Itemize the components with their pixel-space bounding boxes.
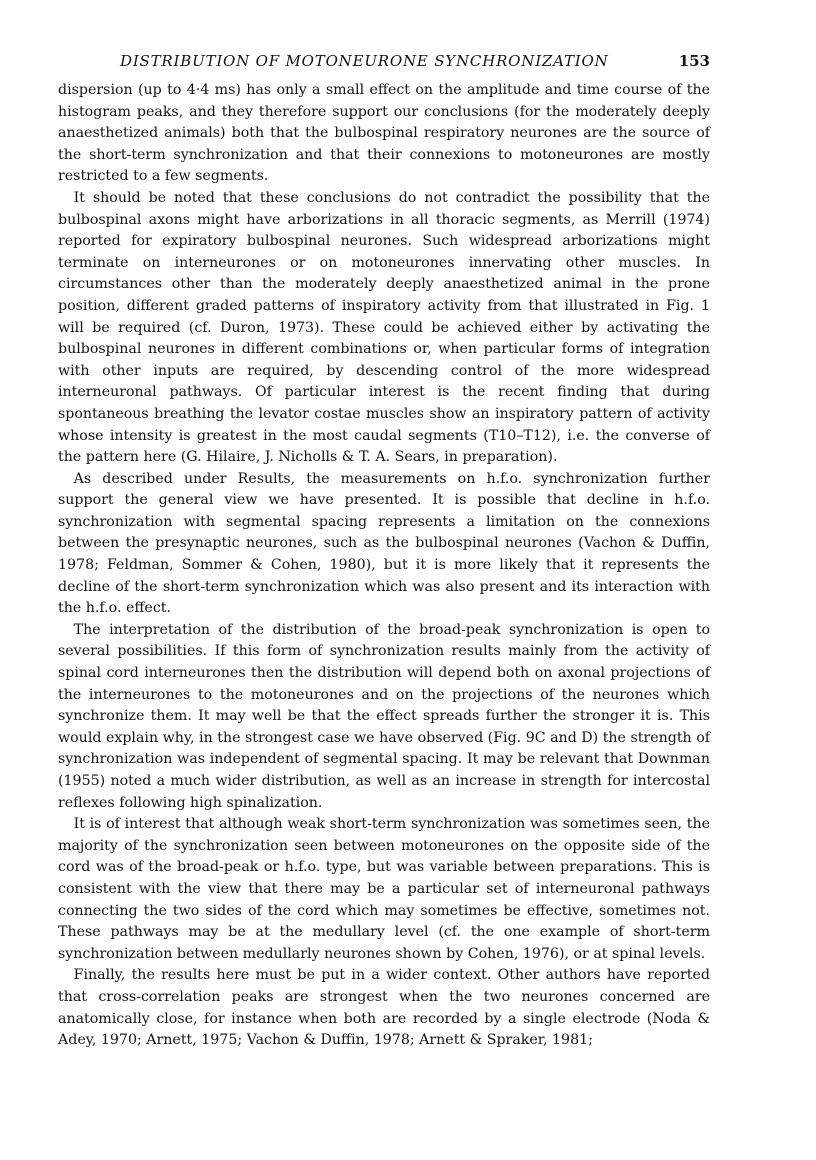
page-number: 153 bbox=[678, 52, 710, 70]
paragraph-conclusions-caveat: It should be noted that these conclusions do not contradict the possibility that the bulbospinal axons might have arborizations in all thoracic segments, as Merrill (1974) reported for expiratory bulbospinal neurones. Such widespread arborizations might terminate on interneurones or on motoneurones innervating other muscles. In circumstances other than the moderately deeply anaesthetized animal in the prone position, different graded patterns of inspiratory activity from that illustrated in Fig. 1 will be required (cf. Duron, 1973). These could be achieved either by activating the bulbospinal neurones in different combinations or, when particular forms of integration with other inputs are required, by descending control of the more widespread interneuronal pathways. Of particular interest is the recent finding that during spontaneous breathing the levator costae muscles show an inspiratory pattern of activity whose intensity is greatest in the most caudal segments (T10–T12), i.e. the converse of the pattern here (G. Hilaire, J. Nicholls & T. A. Sears, in preparation). bbox=[58, 189, 710, 466]
paragraph-continued: dispersion (up to 4·4 ms) has only a small effect on the amplitude and time course of the histogram peaks, and they therefore support our conclusions (for the moderately deeply anaesthetized animals) both that the bulbospinal respiratory neurones are the source of the short-term synchronization and that their connexions to motoneurones are mostly restricted to a few segments. bbox=[58, 82, 710, 185]
paragraph-hfo-synchronization: As described under Results, the measurements on h.f.o. synchronization further support the general view we have presented. It is possible that decline in h.f.o. synchronization with segmental spacing represents a limitation on the connexions between the presynaptic neurones, such as the bulbospinal neurones (Vachon & Duffin, 1978; Feldman, Sommer & Cohen, 1980), but it is more likely that it represents the decline of the short-term synchronization which was also present and its interaction with the h.f.o. effect. bbox=[58, 470, 710, 617]
paragraph-broad-peak: The interpretation of the distribution of the broad-peak synchronization is open to several possibilities. If this form of synchronization results mainly from the activity of spinal cord interneurones then the distribution will depend both on axonal projections of the interneurones to the motoneurones and on the projections of the neurones which synchronize them. It may well be that the effect spreads further the stronger it is. This would explain why, in the strongest case we have observed (Fig. 9C and D) the strength of synchronization was independent of segmental spacing. It may be relevant that Downman (1955) noted a much wider distribution, as well as an increase in strength for intercostal reflexes following high spinalization. bbox=[58, 621, 710, 811]
journal-page bbox=[58, 50, 710, 1052]
body-text bbox=[58, 80, 710, 1052]
paragraph-wider-context: Finally, the results here must be put in a wider context. Other authors have reported that cross-correlation peaks are strongest when the two neurones concerned are anatomically close, for instance when both are recorded by a single electrode (Noda & Adey, 1970; Arnett, 1975; Vachon & Duffin, 1978; Arnett & Spraker, 1981; bbox=[58, 967, 710, 1049]
paragraph-contralateral: It is of interest that although weak short-term synchronization was sometimes seen, the majority of the synchronization seen between motoneurones on the opposite side of the cord was of the broad-peak or h.f.o. type, but was variable between preparations. This is consistent with the view that there may be a particular set of interneuronal pathways connecting the two sides of the cord which may sometimes be effective, sometimes not. These pathways may be at the medullary level (cf. the one example of short-term synchronization between medullarly neurones shown by Cohen, 1976), or at spinal levels. bbox=[58, 816, 710, 962]
running-head bbox=[58, 50, 710, 72]
running-title: DISTRIBUTION OF MOTONEURONE SYNCHRONIZATION bbox=[120, 52, 609, 70]
